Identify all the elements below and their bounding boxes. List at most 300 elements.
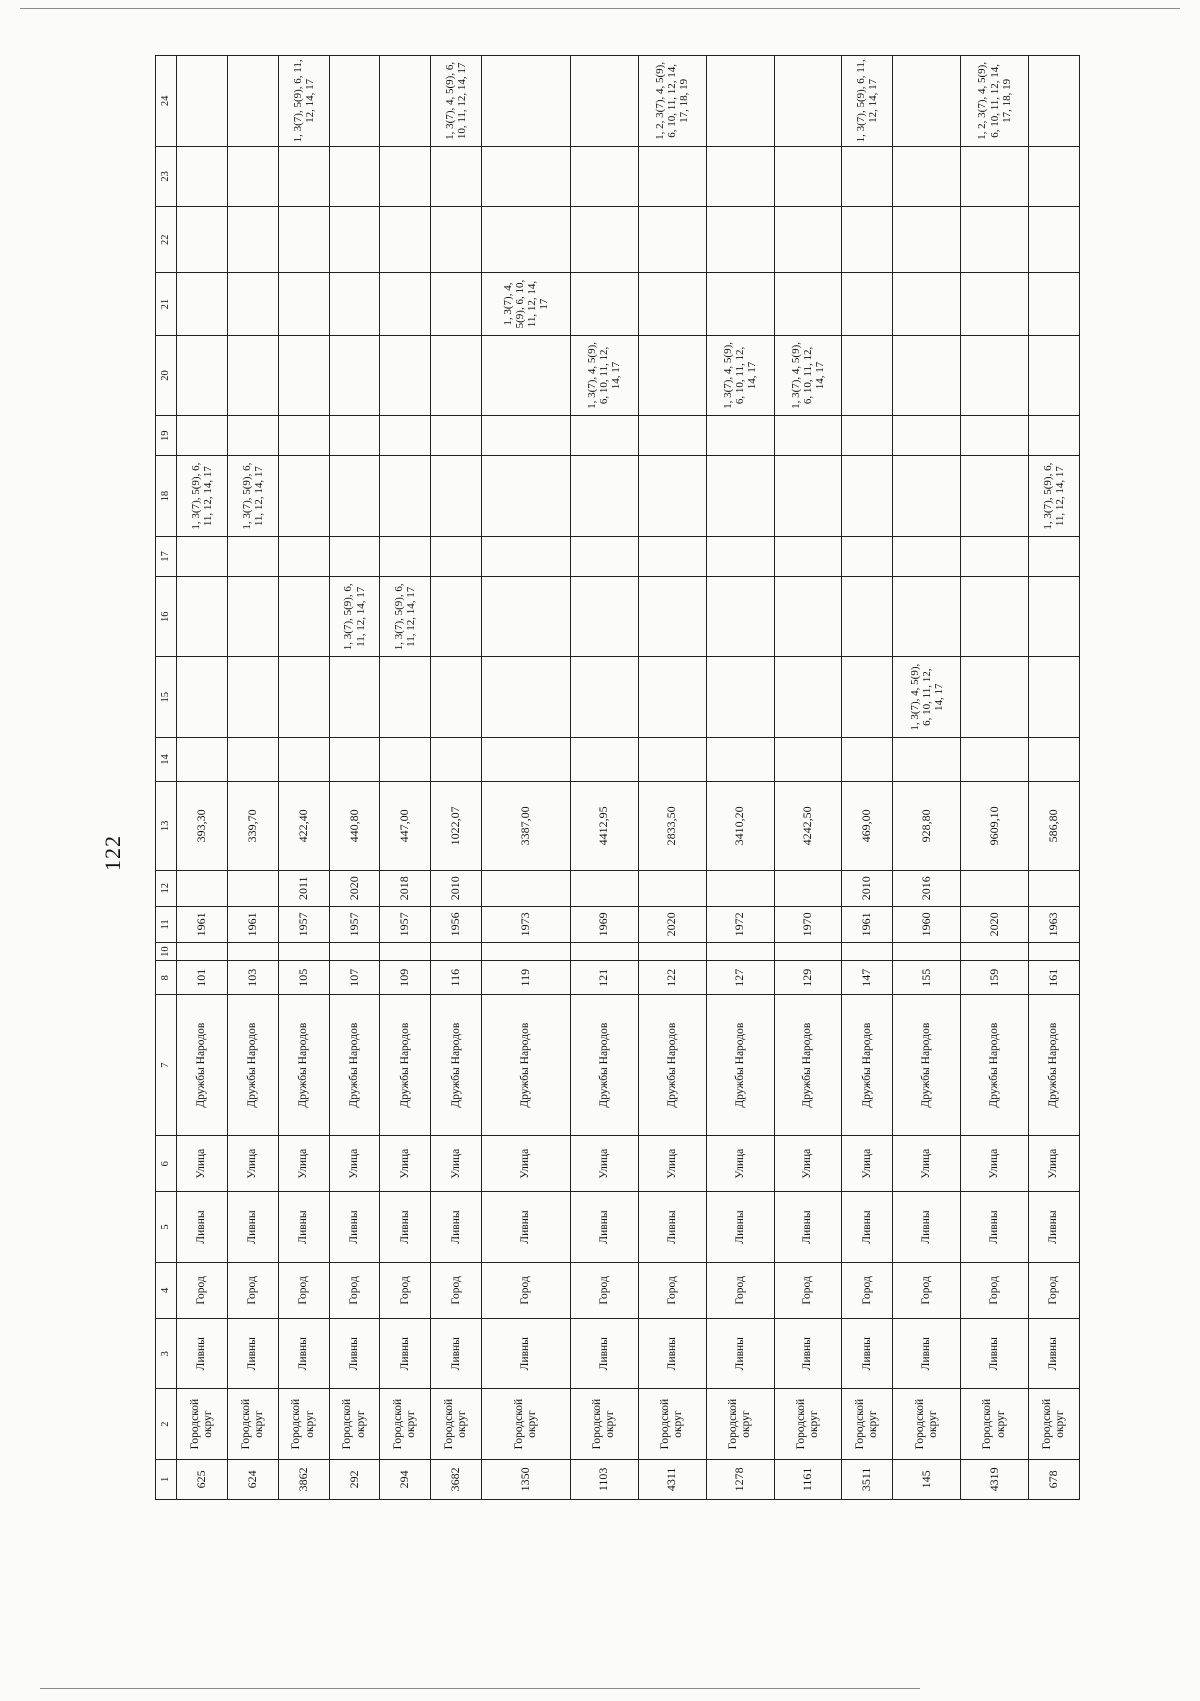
table-cell-col-11: 1970 xyxy=(774,906,842,942)
table-cell-col-4: Город xyxy=(431,1262,482,1318)
table-cell-col-10 xyxy=(177,943,228,961)
column-header-2: 2 xyxy=(156,1389,177,1459)
table-cell-col-14 xyxy=(1029,737,1080,781)
table-cell-col-7: Дружбы Народов xyxy=(638,995,706,1136)
table-cell-col-14 xyxy=(177,737,228,781)
table-cell-col-19 xyxy=(961,416,1029,456)
table-cell-col-3: Ливны xyxy=(961,1319,1029,1389)
table-cell-col-3: Ливны xyxy=(570,1319,638,1389)
table-cell-col-15 xyxy=(638,657,706,737)
table-cell-col-11: 1957 xyxy=(380,906,431,942)
table-cell-col-4: Город xyxy=(638,1262,706,1318)
table-cell-col-2: Городской округ xyxy=(177,1389,228,1459)
table-cell-col-6: Улица xyxy=(638,1136,706,1192)
table-cell-col-10 xyxy=(893,943,961,961)
table-cell-col-5: Ливны xyxy=(570,1192,638,1262)
table-cell-col-24 xyxy=(227,56,278,147)
table-cell-col-5: Ливны xyxy=(638,1192,706,1262)
table-cell-col-8: 129 xyxy=(774,961,842,995)
table-cell-col-2: Городской округ xyxy=(961,1389,1029,1459)
rotated-table-container xyxy=(155,55,1080,1500)
table-cell-col-17 xyxy=(431,536,482,576)
table-cell-col-16 xyxy=(570,577,638,657)
table-cell-col-20 xyxy=(227,335,278,415)
table-cell-col-19 xyxy=(774,416,842,456)
table-cell-col-10 xyxy=(329,943,380,961)
table-cell-col-8: 103 xyxy=(227,961,278,995)
table-cell-col-22 xyxy=(482,207,571,273)
table-cell-col-18 xyxy=(706,456,774,536)
table-cell-col-7: Дружбы Народов xyxy=(278,995,329,1136)
table-cell-col-1: 4311 xyxy=(638,1459,706,1499)
table-cell-col-17 xyxy=(961,536,1029,576)
table-cell-col-20 xyxy=(329,335,380,415)
table-cell-col-18 xyxy=(842,456,893,536)
table-cell-col-10 xyxy=(380,943,431,961)
column-number-header xyxy=(156,56,177,1500)
table-cell-col-16: 1, 3(7), 5(9), 6, 11, 12, 14, 17 xyxy=(329,577,380,657)
table-cell-col-17 xyxy=(380,536,431,576)
table-cell-col-21 xyxy=(1029,273,1080,335)
table-cell-col-21 xyxy=(278,273,329,335)
table-cell-col-19 xyxy=(842,416,893,456)
table-cell-col-19 xyxy=(893,416,961,456)
table-cell-col-20 xyxy=(380,335,431,415)
table-cell-col-6: Улица xyxy=(706,1136,774,1192)
table-cell-col-10 xyxy=(278,943,329,961)
table-cell-col-13: 1022,07 xyxy=(431,782,482,870)
table-cell-col-19 xyxy=(638,416,706,456)
table-row xyxy=(431,56,482,1500)
table-cell-col-1: 624 xyxy=(227,1459,278,1499)
table-cell-col-17 xyxy=(774,536,842,576)
table-cell-col-23 xyxy=(961,146,1029,206)
column-header-12: 12 xyxy=(156,870,177,906)
table-cell-col-22 xyxy=(278,207,329,273)
table-cell-col-1: 678 xyxy=(1029,1459,1080,1499)
table-cell-col-21 xyxy=(329,273,380,335)
table-cell-col-12: 2010 xyxy=(842,870,893,906)
table-cell-col-19 xyxy=(706,416,774,456)
table-cell-col-24 xyxy=(1029,56,1080,147)
table-cell-col-13: 4242,50 xyxy=(774,782,842,870)
table-cell-col-20 xyxy=(638,335,706,415)
table-cell-col-4: Город xyxy=(482,1262,571,1318)
table-cell-col-11: 1961 xyxy=(177,906,228,942)
column-header-4: 4 xyxy=(156,1262,177,1318)
table-cell-col-14 xyxy=(638,737,706,781)
table-cell-col-14 xyxy=(961,737,1029,781)
table-cell-col-24: 1, 3(7), 5(9), 6, 11, 12, 14, 17 xyxy=(842,56,893,147)
table-cell-col-19 xyxy=(278,416,329,456)
table-cell-col-10 xyxy=(570,943,638,961)
table-row xyxy=(774,56,842,1500)
table-cell-col-18 xyxy=(278,456,329,536)
table-cell-col-18 xyxy=(638,456,706,536)
table-cell-col-15 xyxy=(177,657,228,737)
table-cell-col-12 xyxy=(706,870,774,906)
table-cell-col-3: Ливны xyxy=(1029,1319,1080,1389)
table-cell-col-15: 1, 3(7), 4, 5(9), 6, 10, 11, 12, 14, 17 xyxy=(893,657,961,737)
table-cell-col-11: 1963 xyxy=(1029,906,1080,942)
column-header-15: 15 xyxy=(156,657,177,737)
table-cell-col-18: 1, 3(7), 5(9), 6, 11, 12, 14, 17 xyxy=(1029,456,1080,536)
table-cell-col-3: Ливны xyxy=(842,1319,893,1389)
table-cell-col-19 xyxy=(329,416,380,456)
table-cell-col-7: Дружбы Народов xyxy=(961,995,1029,1136)
table-cell-col-18 xyxy=(961,456,1029,536)
column-header-19: 19 xyxy=(156,416,177,456)
table-cell-col-19 xyxy=(380,416,431,456)
table-cell-col-15 xyxy=(706,657,774,737)
column-header-13: 13 xyxy=(156,782,177,870)
table-cell-col-24 xyxy=(482,56,571,147)
table-cell-col-20: 1, 3(7), 4, 5(9), 6, 10, 11, 12, 14, 17 xyxy=(774,335,842,415)
table-cell-col-13: 2833,50 xyxy=(638,782,706,870)
table-cell-col-8: 159 xyxy=(961,961,1029,995)
table-cell-col-7: Дружбы Народов xyxy=(570,995,638,1136)
table-cell-col-24 xyxy=(893,56,961,147)
column-header-11: 11 xyxy=(156,906,177,942)
table-cell-col-23 xyxy=(842,146,893,206)
page-number: 122 xyxy=(100,835,125,871)
table-cell-col-8: 105 xyxy=(278,961,329,995)
table-cell-col-3: Ливны xyxy=(227,1319,278,1389)
table-cell-col-1: 3682 xyxy=(431,1459,482,1499)
table-cell-col-7: Дружбы Народов xyxy=(893,995,961,1136)
table-cell-col-4: Город xyxy=(706,1262,774,1318)
table-cell-col-22 xyxy=(893,207,961,273)
table-cell-col-6: Улица xyxy=(431,1136,482,1192)
table-cell-col-2: Городской округ xyxy=(638,1389,706,1459)
table-cell-col-18 xyxy=(329,456,380,536)
table-cell-col-21 xyxy=(570,273,638,335)
table-cell-col-20 xyxy=(1029,335,1080,415)
housing-register-table xyxy=(155,55,1080,1500)
table-cell-col-10 xyxy=(706,943,774,961)
table-cell-col-22 xyxy=(842,207,893,273)
column-header-8: 8 xyxy=(156,961,177,995)
table-cell-col-1: 4319 xyxy=(961,1459,1029,1499)
table-cell-col-5: Ливны xyxy=(177,1192,228,1262)
table-cell-col-24 xyxy=(706,56,774,147)
table-cell-col-23 xyxy=(278,146,329,206)
table-cell-col-15 xyxy=(278,657,329,737)
table-cell-col-2: Городской округ xyxy=(278,1389,329,1459)
table-cell-col-14 xyxy=(842,737,893,781)
table-cell-col-13: 928,80 xyxy=(893,782,961,870)
table-cell-col-13: 447,00 xyxy=(380,782,431,870)
table-cell-col-12 xyxy=(482,870,571,906)
table-cell-col-5: Ливны xyxy=(1029,1192,1080,1262)
table-cell-col-12 xyxy=(638,870,706,906)
table-cell-col-21 xyxy=(431,273,482,335)
table-cell-col-4: Город xyxy=(961,1262,1029,1318)
table-cell-col-2: Городской округ xyxy=(706,1389,774,1459)
table-cell-col-10 xyxy=(774,943,842,961)
table-cell-col-4: Город xyxy=(842,1262,893,1318)
table-cell-col-13: 3387,00 xyxy=(482,782,571,870)
table-cell-col-20 xyxy=(482,335,571,415)
table-cell-col-11: 1973 xyxy=(482,906,571,942)
table-cell-col-21 xyxy=(227,273,278,335)
table-cell-col-13: 440,80 xyxy=(329,782,380,870)
table-cell-col-18 xyxy=(893,456,961,536)
table-cell-col-8: 161 xyxy=(1029,961,1080,995)
table-cell-col-3: Ливны xyxy=(431,1319,482,1389)
table-cell-col-15 xyxy=(482,657,571,737)
table-cell-col-20: 1, 3(7), 4, 5(9), 6, 10, 11, 12, 14, 17 xyxy=(570,335,638,415)
table-cell-col-15 xyxy=(570,657,638,737)
table-cell-col-14 xyxy=(774,737,842,781)
table-cell-col-11: 1972 xyxy=(706,906,774,942)
table-cell-col-6: Улица xyxy=(380,1136,431,1192)
table-cell-col-2: Городской округ xyxy=(482,1389,571,1459)
table-cell-col-24 xyxy=(380,56,431,147)
table-cell-col-22 xyxy=(329,207,380,273)
table-cell-col-14 xyxy=(570,737,638,781)
table-cell-col-12: 2016 xyxy=(893,870,961,906)
table-cell-col-11: 2020 xyxy=(638,906,706,942)
table-cell-col-8: 107 xyxy=(329,961,380,995)
table-cell-col-23 xyxy=(380,146,431,206)
table-cell-col-6: Улица xyxy=(842,1136,893,1192)
table-cell-col-8: 119 xyxy=(482,961,571,995)
table-row xyxy=(638,56,706,1500)
table-cell-col-4: Город xyxy=(380,1262,431,1318)
table-cell-col-3: Ливны xyxy=(482,1319,571,1389)
table-cell-col-7: Дружбы Народов xyxy=(329,995,380,1136)
column-header-17: 17 xyxy=(156,536,177,576)
column-header-14: 14 xyxy=(156,737,177,781)
table-cell-col-23 xyxy=(893,146,961,206)
table-cell-col-2: Городской округ xyxy=(1029,1389,1080,1459)
table-cell-col-12: 2011 xyxy=(278,870,329,906)
table-cell-col-10 xyxy=(1029,943,1080,961)
table-cell-col-24: 1, 3(7), 5(9), 6, 11, 12, 14, 17 xyxy=(278,56,329,147)
table-cell-col-14 xyxy=(227,737,278,781)
table-cell-col-13: 469,00 xyxy=(842,782,893,870)
table-cell-col-1: 292 xyxy=(329,1459,380,1499)
table-cell-col-23 xyxy=(638,146,706,206)
table-cell-col-4: Город xyxy=(278,1262,329,1318)
table-cell-col-10 xyxy=(842,943,893,961)
table-cell-col-1: 1103 xyxy=(570,1459,638,1499)
table-cell-col-20 xyxy=(177,335,228,415)
table-cell-col-23 xyxy=(482,146,571,206)
table-cell-col-5: Ливны xyxy=(380,1192,431,1262)
table-cell-col-23 xyxy=(227,146,278,206)
table-cell-col-17 xyxy=(482,536,571,576)
column-header-22: 22 xyxy=(156,207,177,273)
table-cell-col-5: Ливны xyxy=(842,1192,893,1262)
table-cell-col-21 xyxy=(380,273,431,335)
table-cell-col-5: Ливны xyxy=(893,1192,961,1262)
table-cell-col-13: 4412,95 xyxy=(570,782,638,870)
table-cell-col-22 xyxy=(431,207,482,273)
table-cell-col-24: 1, 2, 3(7), 4, 5(9), 6, 10, 11, 12, 14, 17, 18, 19 xyxy=(961,56,1029,147)
table-cell-col-24: 1, 2, 3(7), 4, 5(9), 6, 10, 11, 12, 14, 17, 18, 19 xyxy=(638,56,706,147)
table-row xyxy=(177,56,228,1500)
table-cell-col-2: Городской округ xyxy=(227,1389,278,1459)
table-cell-col-16 xyxy=(177,577,228,657)
table-cell-col-14 xyxy=(278,737,329,781)
table-cell-col-8: 109 xyxy=(380,961,431,995)
column-header-10: 10 xyxy=(156,943,177,961)
table-cell-col-14 xyxy=(893,737,961,781)
table-cell-col-20: 1, 3(7), 4, 5(9), 6, 10, 11, 12, 14, 17 xyxy=(706,335,774,415)
table-cell-col-18 xyxy=(380,456,431,536)
table-cell-col-15 xyxy=(842,657,893,737)
table-cell-col-7: Дружбы Народов xyxy=(706,995,774,1136)
table-cell-col-5: Ливны xyxy=(774,1192,842,1262)
table-cell-col-14 xyxy=(329,737,380,781)
table-cell-col-5: Ливны xyxy=(227,1192,278,1262)
table-cell-col-22 xyxy=(380,207,431,273)
table-cell-col-21 xyxy=(842,273,893,335)
table-cell-col-23 xyxy=(706,146,774,206)
table-cell-col-21 xyxy=(893,273,961,335)
table-cell-col-16 xyxy=(706,577,774,657)
table-cell-col-11: 1961 xyxy=(842,906,893,942)
table-cell-col-7: Дружбы Народов xyxy=(842,995,893,1136)
table-cell-col-6: Улица xyxy=(570,1136,638,1192)
column-header-3: 3 xyxy=(156,1319,177,1389)
table-cell-col-22 xyxy=(570,207,638,273)
table-cell-col-14 xyxy=(431,737,482,781)
table-cell-col-20 xyxy=(893,335,961,415)
table-cell-col-6: Улица xyxy=(893,1136,961,1192)
table-cell-col-6: Улица xyxy=(482,1136,571,1192)
table-cell-col-16 xyxy=(893,577,961,657)
scan-edge-top xyxy=(20,8,1180,9)
table-cell-col-23 xyxy=(329,146,380,206)
table-row xyxy=(570,56,638,1500)
table-cell-col-5: Ливны xyxy=(961,1192,1029,1262)
table-cell-col-1: 294 xyxy=(380,1459,431,1499)
table-row xyxy=(227,56,278,1500)
table-cell-col-13: 586,80 xyxy=(1029,782,1080,870)
table-row xyxy=(278,56,329,1500)
table-cell-col-21: 1, 3(7), 4, 5(9), 6, 10, 11, 12, 14, 17 xyxy=(482,273,571,335)
table-cell-col-2: Городской округ xyxy=(431,1389,482,1459)
table-cell-col-15 xyxy=(1029,657,1080,737)
table-cell-col-22 xyxy=(706,207,774,273)
table-cell-col-7: Дружбы Народов xyxy=(380,995,431,1136)
table-cell-col-16 xyxy=(774,577,842,657)
table-cell-col-16: 1, 3(7), 5(9), 6, 11, 12, 14, 17 xyxy=(380,577,431,657)
table-cell-col-21 xyxy=(706,273,774,335)
table-cell-col-18 xyxy=(774,456,842,536)
table-cell-col-16 xyxy=(842,577,893,657)
table-cell-col-4: Город xyxy=(329,1262,380,1318)
table-cell-col-3: Ливны xyxy=(380,1319,431,1389)
table-cell-col-11: 1969 xyxy=(570,906,638,942)
table-cell-col-10 xyxy=(227,943,278,961)
table-cell-col-6: Улица xyxy=(227,1136,278,1192)
table-cell-col-3: Ливны xyxy=(278,1319,329,1389)
table-cell-col-10 xyxy=(431,943,482,961)
table-cell-col-6: Улица xyxy=(961,1136,1029,1192)
table-cell-col-16 xyxy=(278,577,329,657)
table-cell-col-20 xyxy=(278,335,329,415)
table-cell-col-8: 122 xyxy=(638,961,706,995)
table-cell-col-1: 1350 xyxy=(482,1459,571,1499)
table-cell-col-17 xyxy=(278,536,329,576)
column-header-21: 21 xyxy=(156,273,177,335)
table-cell-col-16 xyxy=(961,577,1029,657)
table-cell-col-17 xyxy=(177,536,228,576)
scan-edge-bottom xyxy=(40,1688,920,1689)
table-cell-col-23 xyxy=(177,146,228,206)
table-cell-col-23 xyxy=(1029,146,1080,206)
table-cell-col-8: 155 xyxy=(893,961,961,995)
table-cell-col-1: 1278 xyxy=(706,1459,774,1499)
table-cell-col-4: Город xyxy=(570,1262,638,1318)
table-cell-col-12 xyxy=(177,870,228,906)
table-cell-col-2: Городской округ xyxy=(893,1389,961,1459)
table-cell-col-1: 3511 xyxy=(842,1459,893,1499)
table-cell-col-4: Город xyxy=(177,1262,228,1318)
table-cell-col-16 xyxy=(227,577,278,657)
table-cell-col-6: Улица xyxy=(329,1136,380,1192)
table-cell-col-8: 121 xyxy=(570,961,638,995)
table-cell-col-23 xyxy=(570,146,638,206)
table-cell-col-16 xyxy=(482,577,571,657)
table-cell-col-24 xyxy=(329,56,380,147)
table-cell-col-20 xyxy=(431,335,482,415)
table-cell-col-19 xyxy=(570,416,638,456)
table-cell-col-23 xyxy=(774,146,842,206)
table-cell-col-5: Ливны xyxy=(706,1192,774,1262)
table-cell-col-16 xyxy=(1029,577,1080,657)
table-row xyxy=(706,56,774,1500)
table-row xyxy=(893,56,961,1500)
table-cell-col-5: Ливны xyxy=(482,1192,571,1262)
table-cell-col-24: 1, 3(7), 4, 5(9), 6, 10, 11, 12, 14, 17 xyxy=(431,56,482,147)
table-cell-col-11: 1957 xyxy=(329,906,380,942)
column-header-5: 5 xyxy=(156,1192,177,1262)
table-cell-col-22 xyxy=(961,207,1029,273)
table-cell-col-18 xyxy=(570,456,638,536)
table-cell-col-11: 1956 xyxy=(431,906,482,942)
table-cell-col-3: Ливны xyxy=(329,1319,380,1389)
table-cell-col-17 xyxy=(227,536,278,576)
table-cell-col-18: 1, 3(7), 5(9), 6, 11, 12, 14, 17 xyxy=(177,456,228,536)
table-cell-col-20 xyxy=(961,335,1029,415)
table-cell-col-5: Ливны xyxy=(431,1192,482,1262)
table-cell-col-13: 339,70 xyxy=(227,782,278,870)
table-cell-col-22 xyxy=(227,207,278,273)
table-cell-col-4: Город xyxy=(774,1262,842,1318)
table-cell-col-7: Дружбы Народов xyxy=(1029,995,1080,1136)
table-body xyxy=(177,56,1080,1500)
table-cell-col-7: Дружбы Народов xyxy=(774,995,842,1136)
table-cell-col-17 xyxy=(893,536,961,576)
table-cell-col-1: 145 xyxy=(893,1459,961,1499)
column-header-24: 24 xyxy=(156,56,177,147)
table-cell-col-10 xyxy=(961,943,1029,961)
table-cell-col-13: 3410,20 xyxy=(706,782,774,870)
table-cell-col-19 xyxy=(1029,416,1080,456)
table-cell-col-7: Дружбы Народов xyxy=(431,995,482,1136)
table-row xyxy=(961,56,1029,1500)
column-header-20: 20 xyxy=(156,335,177,415)
table-cell-col-2: Городской округ xyxy=(842,1389,893,1459)
table-cell-col-8: 127 xyxy=(706,961,774,995)
table-cell-col-12: 2010 xyxy=(431,870,482,906)
table-cell-col-12 xyxy=(1029,870,1080,906)
